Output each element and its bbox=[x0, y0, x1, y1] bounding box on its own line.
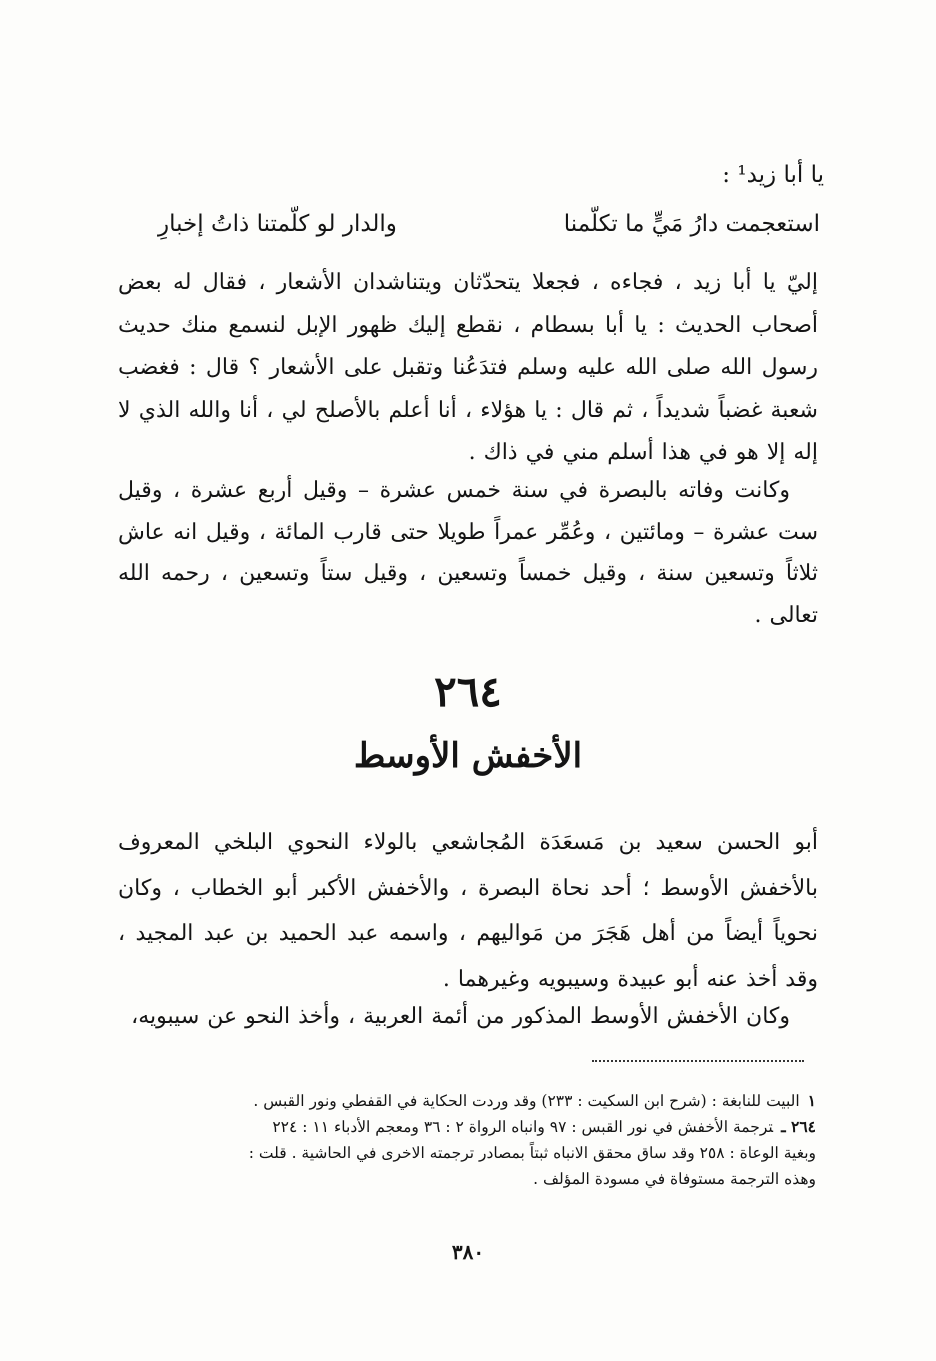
paragraph-death-date: وكانت وفاته بالبصرة في سنة خمس عشرة – وقيل أربع عشرة ، وقيل ست عشرة – ومائتين ، وعُمِّر عمراً طويلا حتى قارب المائة ، وقيل انه عاش ثلاثاً وتسعين سنة ، وقيل خمساً وتسعين ، وقيل ستاً وتسعين ، رحمه الله تعالى . bbox=[118, 478, 818, 628]
entry-number: ٢٦٤ bbox=[434, 667, 502, 716]
footnotes bbox=[112, 1088, 816, 1192]
paragraph-shuba-anecdote: إليّ يا أبا زيد ، فجاءه ، فجعلا يتحدّثان ويتناشدان الأشعار ، فقال له بعض أصحاب الحديث : يا أبا بسطام ، نقطع إليك ظهور الإبل لنسمع منك حديث رسول الله صلى الله عليه وسلم فتدَعُنا وتقبل على الأشعار ؟ قال : فغضب شعبة غضباً شديداً ، ثم قال : يا هؤلاء ، أنا أعلم بالأصلح لي ، أنا والله الذي لا إله إلا هو في هذا أسلم مني في ذاك . bbox=[118, 270, 818, 465]
footnote-line bbox=[112, 1114, 816, 1140]
footnote-line bbox=[112, 1166, 816, 1192]
poetry-verse bbox=[120, 202, 820, 246]
footnote-separator bbox=[592, 1060, 804, 1062]
verse-address: يا أبا زيد¹ : bbox=[722, 162, 824, 188]
footnote-text: وهذه الترجمة مستوفاة في مسودة المؤلف . bbox=[533, 1170, 816, 1188]
footnote-marker: ١ bbox=[807, 1091, 816, 1110]
footnote-text: البيت للنابغة : (شرح ابن السكيت : ٢٣٣) وقد وردت الحكاية في القفطي ونور القبس . bbox=[253, 1092, 800, 1110]
footnote-line bbox=[112, 1140, 816, 1166]
entry-title: الأخفش الأوسط bbox=[353, 736, 583, 776]
footnote-line bbox=[112, 1088, 816, 1114]
second-hemistich: والدار لو كلّمتنا ذاتُ إخبارِ bbox=[158, 211, 397, 237]
paragraph-akhfash-study: وكان الأخفش الأوسط المذكور من أئمة العربية ، وأخذ النحو عن سيبويه، bbox=[131, 1004, 790, 1029]
footnote-text: وبغية الوعاة : ٢٥٨ وقد ساق محقق الانباه ثبتاً بمصادر ترجمته الاخرى في الحاشية . قلت : bbox=[248, 1144, 816, 1162]
footnote-text: ترجمة الأخفش في نور القبس : ٩٧ وانباه الرواة ٢ : ٣٦ ومعجم الأدباء ١١ : ٢٢٤ bbox=[272, 1118, 774, 1136]
page-number: ٣٨٠ bbox=[451, 1240, 485, 1264]
paragraph-akhfash-intro: أبو الحسن سعيد بن مَسعَدَة المُجاشعي بالولاء النحوي البلخي المعروف بالأخفش الأوسط ؛ أحد نحاة البصرة ، والأخفش الأكبر أبو الخطاب ، وكان نحوياً أيضاً من أهل هَجَرَ من مَواليهم ، واسمه عبد الحميد بن عبد المجيد ، وقد أخذ عنه أبو عبيدة وسيبويه وغيرهما . bbox=[118, 830, 818, 992]
footnote-marker: ٢٦٤ ـ bbox=[781, 1117, 816, 1136]
first-hemistich: استعجمت دارُ مَيٍّ ما تكلّمنا bbox=[563, 211, 820, 237]
